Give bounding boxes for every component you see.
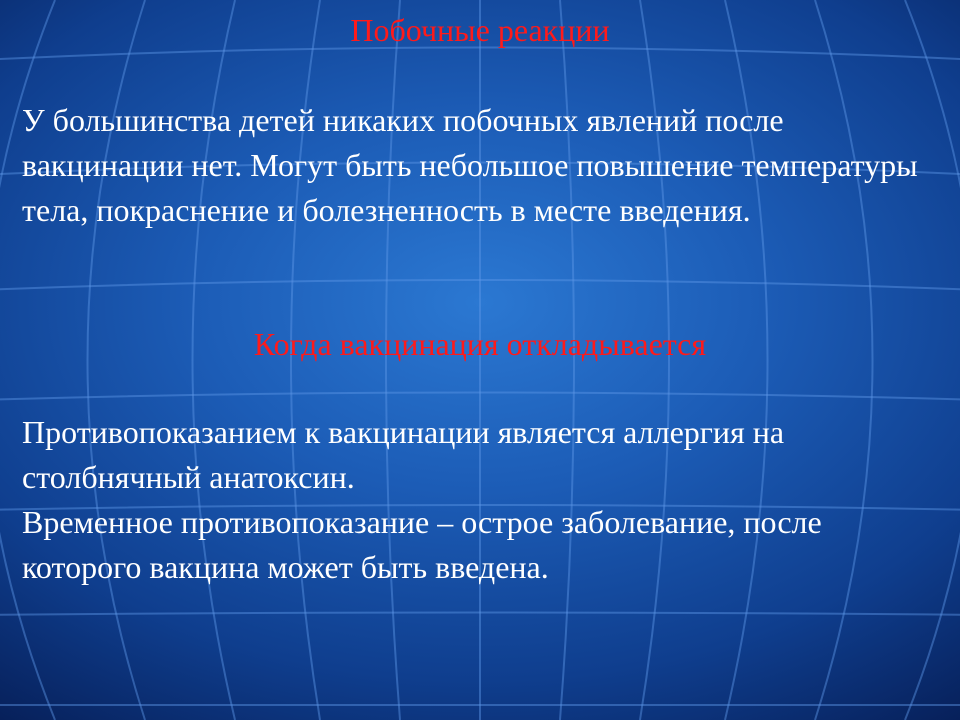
heading-side-effects: Побочные реакции <box>350 12 610 48</box>
paragraph-contraindication: Противопоказанием к вакцинации является аллергия на столбнячный анатоксин. <box>22 414 785 495</box>
paragraph-temporary-contraindication: Временное противопоказание – острое заболевание, после которого вакцина может быть введена. <box>22 504 822 585</box>
paragraph-side-effects: У большинства детей никаких побочных явлений после вакцинации нет. Могут быть небольшое повышение температуры тела, покраснение и болезненность в месте введения. <box>22 102 918 228</box>
heading-postponement: Когда вакцинация откладывается <box>253 326 707 362</box>
